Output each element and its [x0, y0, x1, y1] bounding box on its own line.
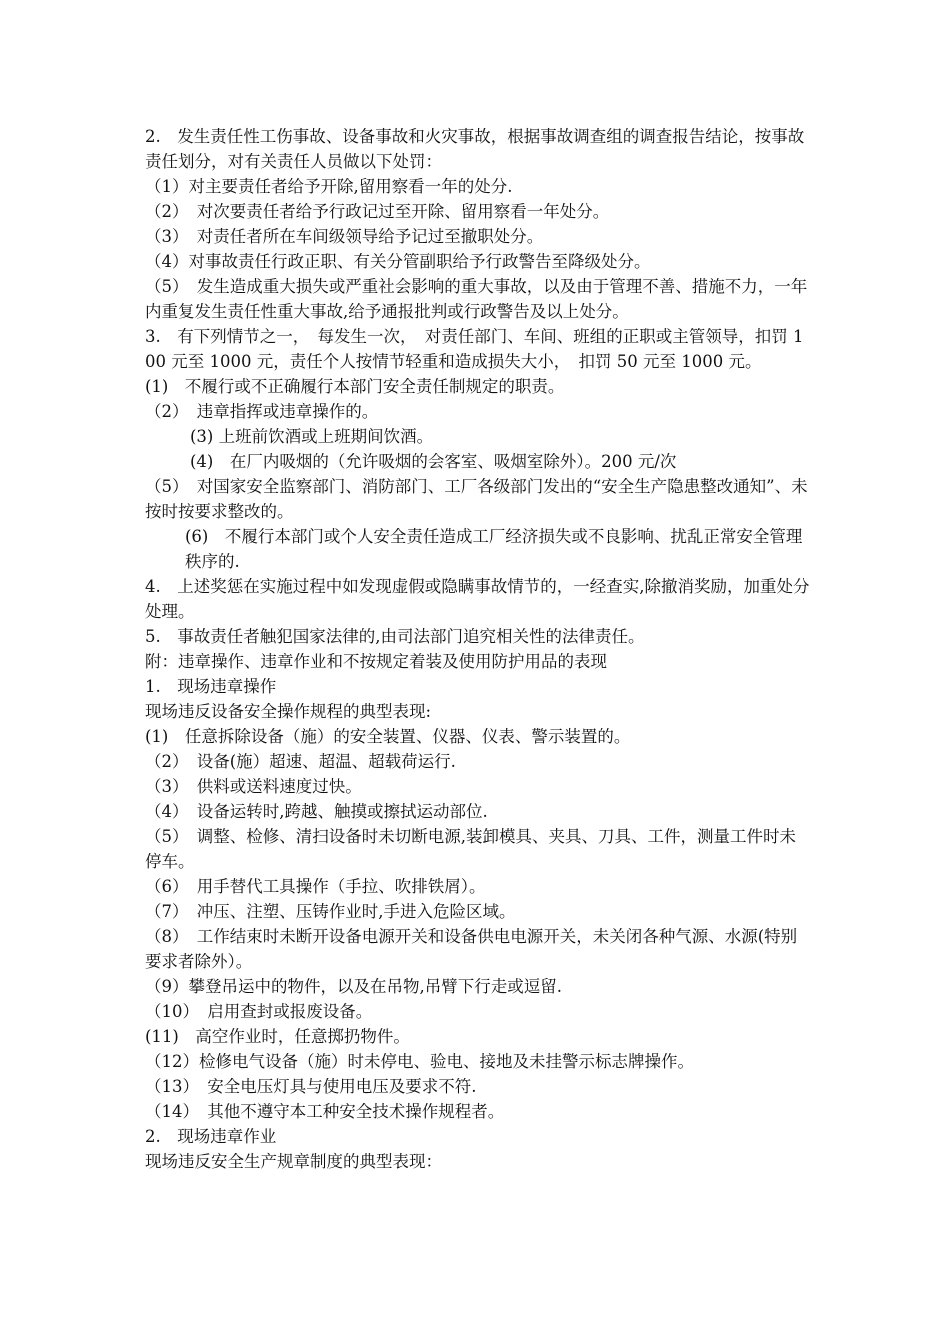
clause-5: 5. 事故责任者触犯国家法律的,由司法部门追究相关性的法律责任。	[145, 627, 645, 646]
appendix-title: 附：违章操作、违章作业和不按规定着装及使用防护用品的表现	[145, 652, 607, 671]
appendix-section-1-intro: 现场违反设备安全操作规程的典型表现:	[145, 702, 432, 721]
clause-2-item-2: （2） 对次要责任者给予行政记过至开除、留用察看一年处分。	[145, 202, 610, 221]
clause-2-item-5: （5） 发生造成重大损失或严重社会影响的重大事故，以及由于管理不善、措施不力，一年内重复发生责任性重大事故,给予通报批判或行政警告及以上处分。	[145, 277, 808, 321]
operation-item-6: （6） 用手替代工具操作（手拉、吹排铁屑）。	[145, 877, 486, 896]
operation-item-10: （10） 启用查封或报废设备。	[145, 1002, 373, 1021]
clause-3-item-2: （2） 违章指挥或违章操作的。	[145, 402, 379, 421]
operation-item-5: （5） 调整、检修、清扫设备时未切断电源,装卸模具、夹具、刀具、工件，测量工件时未停车。	[145, 827, 796, 871]
clause-3-item-1: (1) 不履行或不正确履行本部门安全责任制规定的职责。	[145, 377, 565, 396]
operation-item-4: （4） 设备运转时,跨越、触摸或擦拭运动部位.	[145, 802, 488, 821]
clause-2-item-1: （1）对主要责任者给予开除,留用察看一年的处分.	[145, 177, 513, 196]
operation-item-11: (11) 高空作业时，任意掷扔物件。	[145, 1027, 410, 1046]
operation-item-9: （9）攀登吊运中的物件，以及在吊物,吊臂下行走或逗留.	[145, 977, 562, 996]
clause-3-item-6: (6) 不履行本部门或个人安全责任造成工厂经济损失或不良影响、扰乱正常安全管理秩序的.	[185, 527, 803, 571]
operation-item-1: (1) 任意拆除设备（施）的安全装置、仪器、仪表、警示装置的。	[145, 727, 631, 746]
clause-3-item-5: （5） 对国家安全监察部门、消防部门、工厂各级部门发出的“安全生产隐患整改通知”、未按时按要求整改的。	[145, 477, 808, 521]
appendix-section-2-heading: 2. 现场违章作业	[145, 1127, 277, 1146]
operation-item-7: （7） 冲压、注塑、压铸作业时,手进入危险区域。	[145, 902, 516, 921]
clause-3-item-4: (4) 在厂内吸烟的（允许吸烟的会客室、吸烟室除外）。200 元/次	[190, 452, 677, 471]
operation-item-8: （8） 工作结束时未断开设备电源开关和设备供电电源开关，未关闭各种气源、水源(特别要求者除外）。	[145, 927, 798, 971]
clause-2-item-3: （3） 对责任者所在车间级领导给予记过至撤职处分。	[145, 227, 544, 246]
operation-item-2: （2） 设备(施）超速、超温、超载荷运行.	[145, 752, 456, 771]
document-body	[145, 124, 810, 1174]
clause-3: 3. 有下列情节之一， 每发生一次， 对责任部门、车间、班组的正职或主管领导，扣罚 100 元至 1000 元，责任个人按情节轻重和造成损失大小， 扣罚 50 元至 1000 元。	[145, 327, 804, 371]
clause-4: 4. 上述奖惩在实施过程中如发现虚假或隐瞒事故情节的，一经查实,除撤消奖励，加重处分处理。	[145, 577, 810, 621]
operation-item-3: （3） 供料或送料速度过快。	[145, 777, 362, 796]
operation-item-13: （13） 安全电压灯具与使用电压及要求不符.	[145, 1077, 477, 1096]
clause-2: 2. 发生责任性工伤事故、设备事故和火灾事故，根据事故调查组的调查报告结论，按事故责任划分，对有关责任人员做以下处罚：	[145, 127, 805, 171]
operation-item-12: （12）检修电气设备（施）时未停电、验电、接地及未挂警示标志牌操作。	[145, 1052, 694, 1071]
appendix-section-1-heading: 1. 现场违章操作	[145, 677, 277, 696]
clause-3-item-3: (3) 上班前饮酒或上班期间饮酒。	[190, 427, 434, 446]
operation-item-14: （14） 其他不遵守本工种安全技术操作规程者。	[145, 1102, 505, 1121]
appendix-section-2-intro: 现场违反安全生产规章制度的典型表现：	[145, 1152, 442, 1171]
clause-2-item-4: （4）对事故责任行政正职、有关分管副职给予行政警告至降级处分。	[145, 252, 651, 271]
